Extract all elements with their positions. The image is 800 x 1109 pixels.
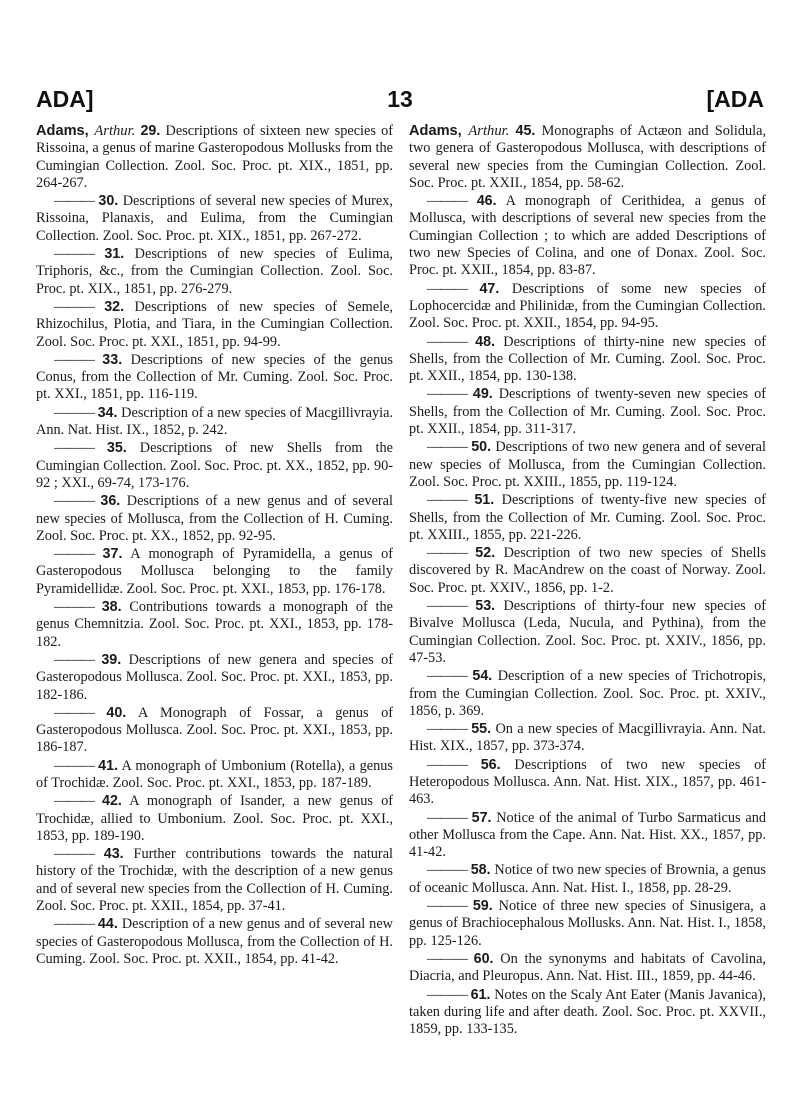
entry-text: Descriptions of thirty-nine new species of Shells, from the Collection of Mr. Cuming. Zool. Soc. Proc. pt. XXII., 1854, pp. 130-138. — [409, 333, 767, 385]
entry-text: On the synonyms and habitats of Cavolina, Diacria, and Pleuropus. Ann. Nat. Hist. III., 1859, pp. 44-46. — [409, 950, 766, 985]
bibliography-entry — [36, 405, 393, 440]
bibliography-entry — [409, 898, 766, 950]
entry-number: 57. — [471, 809, 492, 826]
entry-text: Descriptions of sixteen new species of Rissoina, a genus of marine Gasteropodous Mollusks from the Cumingian Collection. Zool. Soc. Proc. pt. XIX., 1851, pp. 264-267. — [36, 123, 394, 191]
entry-number: 32. — [104, 298, 125, 315]
entry-number: 50. — [471, 439, 492, 456]
bibliography-entry — [409, 862, 766, 897]
ditto-dash: ——— — [54, 599, 94, 616]
bibliography-entry — [409, 439, 766, 491]
entry-text: Notice of two new species of Brownia, a genus of oceanic Mollusca. Ann. Nat. Hist. I., 1858, pp. 28-29. — [409, 862, 766, 896]
ditto-dash: ——— — [54, 440, 94, 457]
entry-text: Descriptions of two new species of Heteropodous Mollusca. Ann. Nat. Hist. XIX., 1857, pp. 461-463. — [409, 756, 767, 808]
ditto-dash: ——— — [54, 404, 94, 421]
bibliography-entry — [409, 951, 766, 986]
entry-text: Descriptions of new species of Semele, Rhizochilus, Plotia, and Tiara, in the Cumingian Collection. Zool. Soc. Proc. pt. XXI., 1851, pp. 94-99. — [36, 298, 393, 350]
entry-text: A monograph of Umbonium (Rotella), a genus of Trochidæ. Zool. Soc. Proc. pt. XXI., 1853, pp. 187-189. — [36, 757, 393, 791]
entry-text: Descriptions of a new genus and of several new species of Mollusca, from the Collection of H. Cuming. Zool. Soc. Proc. pt. XX., 1852, pp. 92-95. — [36, 493, 393, 544]
bibliography-entry — [409, 123, 766, 192]
bibliography-entry — [409, 281, 766, 333]
ditto-dash: ——— — [427, 898, 467, 915]
entry-number: 61. — [470, 986, 491, 1003]
page-header — [36, 86, 764, 114]
entry-text: Further contributions towards the natural history of the Trochidæ, with the description of a new genus and of several new species from the Collection of H. Cuming. Zool. Soc. Proc. pt. XXII., 1854, pp. 37-41. — [36, 846, 394, 915]
ditto-dash: ——— — [54, 757, 94, 774]
entry-number: 38. — [101, 599, 122, 616]
ditto-dash: ——— — [427, 545, 467, 562]
bibliography-entry — [36, 793, 393, 845]
entry-text: Descriptions of twenty-seven new species of Shells, from the Collection of Mr. Cuming. Zool. Soc. Proc. pt. XXII., 1854, pp. 311-317. — [409, 386, 767, 438]
entry-number: 39. — [101, 651, 122, 668]
ditto-dash: ——— — [427, 492, 467, 509]
entry-text: A Monograph of Fossar, a genus of Gasteropodous Mollusca. Zool. Soc. Proc. pt. XXI., 1853, pp. 186-187. — [36, 704, 393, 756]
entry-number: 54. — [472, 668, 493, 685]
author-surname: Adams, — [36, 123, 89, 139]
entry-text: Description of a new species of Trichotropis, from the Cumingian Collection. Zool. Soc. Proc. pt. XXIV., 1856, p. 369. — [409, 668, 767, 719]
entry-text: Notice of three new species of Sinusigera, a genus of Brachiocephalous Mollusks. Ann. Nat. Hist. I., 1858, pp. 125-126. — [409, 898, 767, 949]
entry-number: 47. — [479, 280, 500, 297]
entry-text: A monograph of Isander, a new genus of Trochidæ, allied to Umbonium. Zool. Soc. Proc. pt. XXI., 1853, pp. 189-190. — [36, 793, 393, 844]
ditto-dash: ——— — [54, 651, 94, 668]
ditto-dash: ——— — [427, 756, 467, 773]
ditto-dash: ——— — [427, 862, 467, 879]
bibliography-entry — [409, 757, 766, 809]
ditto-dash: ——— — [427, 333, 467, 350]
ditto-dash: ——— — [54, 493, 94, 510]
entry-number: 31. — [104, 246, 125, 263]
entry-text: Descriptions of thirty-four new species of Bivalve Mollusca (Leda, Nucula, and Pythina), from the Cumingian Collection. Zool. Soc. Proc. pt. XXIV., 1856, pp. 47-53. — [409, 598, 766, 666]
author-name — [409, 123, 509, 139]
bibliography-entry — [409, 668, 766, 720]
author-name — [36, 123, 135, 139]
entry-text: Notice of the animal of Turbo Sarmaticus and other Mollusca from the Cape. Ann. Nat. Hist. XX., 1857, pp. 41-42. — [409, 809, 766, 861]
bibliography-entry — [409, 721, 766, 756]
entry-number: 48. — [475, 333, 496, 350]
ditto-dash: ——— — [427, 386, 467, 403]
left-column — [36, 123, 393, 969]
running-head-right: [ADA — [706, 86, 764, 112]
entry-number: 34. — [97, 404, 118, 421]
bibliography-entry — [409, 334, 766, 386]
entry-number: 40. — [106, 704, 127, 721]
ditto-dash: ——— — [54, 298, 94, 315]
bibliography-entry — [36, 705, 393, 757]
entry-number: 60. — [473, 950, 494, 967]
bibliography-entry — [36, 758, 393, 793]
entry-text: Descriptions of new species of Eulima, Triphoris, &c., from the Cumingian Collection. Zool. Soc. Proc. pt. XIX., 1851, pp. 276-279. — [36, 246, 393, 297]
author-forename: Arthur. — [94, 123, 136, 139]
ditto-dash: ——— — [427, 193, 467, 210]
bibliography-entry — [36, 546, 393, 598]
bibliography-entry — [409, 598, 766, 667]
entry-number: 33. — [102, 351, 123, 368]
ditto-dash: ——— — [427, 986, 467, 1003]
entry-number: 35. — [106, 440, 127, 457]
ditto-dash: ——— — [427, 721, 467, 738]
ditto-dash: ——— — [54, 351, 94, 368]
author-surname: Adams, — [409, 123, 462, 139]
bibliography-entry — [36, 493, 393, 545]
entry-number: 58. — [470, 862, 491, 879]
bibliography-entry — [36, 652, 393, 704]
entry-number: 55. — [471, 721, 492, 738]
entry-number: 49. — [472, 386, 493, 403]
entry-number: 46. — [476, 193, 497, 210]
ditto-dash: ——— — [427, 950, 467, 967]
bibliography-entry — [409, 492, 766, 544]
page-number: 13 — [387, 86, 413, 112]
entry-number: 52. — [475, 545, 496, 562]
bibliography-entry — [36, 440, 393, 492]
entry-number: 42. — [102, 793, 122, 810]
bibliography-entry — [36, 846, 393, 915]
entry-text: Monographs of Actæon and Solidula, two genera of Gasteropodous Mollusca, with descriptions of several new species from the Cumingian Collection. Zool. Soc. Proc. pt. XXII., 1854, pp. 58-62. — [409, 123, 767, 191]
bibliography-entry — [36, 246, 393, 298]
bibliography-entry — [36, 193, 393, 245]
bibliography-entry — [409, 987, 766, 1039]
ditto-dash: ——— — [54, 793, 94, 810]
entry-text: Descriptions of new species of the genus Conus, from the Collection of Mr. Cuming. Zool. Soc. Proc. pt. XXI., 1851, pp. 116-119. — [36, 351, 393, 403]
bibliography-entry — [36, 299, 393, 351]
entry-text: Descriptions of twenty-five new species of Shells, from the Collection of Mr. Cuming. Zool. Soc. Proc. pt. XXIII., 1855, pp. 221-226. — [409, 492, 766, 543]
entry-number: 41. — [98, 757, 119, 774]
entry-text: Description of two new species of Shells discovered by R. MacAndrew on the coast of Norway. Zool. Soc. Proc. pt. XXIV., 1856, pp. 1-2. — [409, 545, 766, 596]
right-column — [409, 123, 766, 1039]
entry-text: A monograph of Pyramidella, a genus of Gasteropodous Mollusca belonging to the family Pyramidellidæ. Zool. Soc. Proc. pt. XXI., 1853, pp. 176-178. — [36, 546, 393, 597]
entry-text: On a new species of Macgillivrayia. Ann. Nat. Hist. XIX., 1857, pp. 373-374. — [409, 721, 766, 755]
entry-number: 45. — [515, 123, 536, 139]
entry-number: 30. — [98, 193, 119, 210]
entry-text: Descriptions of new Shells from the Cumingian Collection. Zool. Soc. Proc. pt. XX., 1852, pp. 90-92 ; XXI., 69-74, 173-176. — [36, 440, 394, 491]
entry-number: 36. — [100, 493, 121, 510]
bibliography-entry — [409, 193, 766, 279]
entry-number: 37. — [102, 546, 123, 563]
bibliography-entry — [409, 386, 766, 438]
bibliography-entry — [36, 123, 393, 192]
entry-number: 56. — [480, 756, 501, 773]
entry-number: 29. — [140, 123, 161, 139]
entry-number: 59. — [472, 898, 493, 915]
ditto-dash: ——— — [427, 439, 467, 456]
author-forename: Arthur. — [468, 123, 510, 139]
ditto-dash: ——— — [427, 598, 467, 615]
bibliography-columns — [36, 123, 766, 1098]
bibliography-entry — [36, 352, 393, 404]
entry-text: Description of a new species of Macgillivrayia. Ann. Nat. Hist. IX., 1852, p. 242. — [36, 404, 394, 439]
entry-text: Descriptions of new genera and species of Gasteropodous Mollusca. Zool. Soc. Proc. pt. XXI., 1853, pp. 182-186. — [36, 651, 394, 703]
entry-number: 43. — [103, 846, 124, 863]
entry-number: 44. — [97, 916, 118, 933]
bibliography-entry — [36, 916, 393, 968]
ditto-dash: ——— — [54, 193, 94, 210]
ditto-dash: ——— — [427, 280, 467, 297]
entry-text: Contributions towards a monograph of the genus Chemnitzia. Zool. Soc. Proc. pt. XXI., 1853, pp. 178-182. — [36, 599, 394, 650]
ditto-dash: ——— — [54, 916, 94, 933]
entry-number: 53. — [475, 598, 496, 615]
entry-text: A monograph of Cerithidea, a genus of Mollusca, with descriptions of several new species from the Cumingian Collection ; to which are added Descriptions of two new Species of Colina, and one of Donax. Zool. Soc. Proc. pt. XXII., 1854, pp. 83-87. — [409, 193, 766, 279]
entry-text: Descriptions of some new species of Lophocercidæ and Philinidæ, from the Cumingian Collection. Zool. Soc. Proc. pt. XXII., 1854, pp. 94-95. — [409, 280, 767, 332]
entry-text: Descriptions of several new species of Murex, Rissoina, Planaxis, and Eulima, from the Cumingian Collection. Zool. Soc. Proc. pt. XIX., 1851, pp. 267-272. — [36, 193, 393, 244]
ditto-dash: ——— — [54, 846, 94, 863]
bibliography-entry — [409, 810, 766, 862]
ditto-dash: ——— — [54, 704, 94, 721]
ditto-dash: ——— — [427, 809, 467, 826]
bibliography-entry — [409, 545, 766, 597]
entry-text: Descriptions of two new genera and of several new species of Mollusca, from the Cumingian Collection. Zool. Soc. Proc. pt. XXIII., 1855, pp. 119-124. — [409, 439, 766, 490]
ditto-dash: ——— — [54, 246, 94, 263]
bibliography-entry — [36, 599, 393, 651]
entry-text: Description of a new genus and of several new species of Gasteropodous Mollusca, from the Collection of H. Cuming. Zool. Soc. Proc. pt. XXII., 1854, pp. 41-42. — [36, 916, 394, 967]
entry-text: Notes on the Scaly Ant Eater (Manis Javanica), taken during life and after death. Zool. Soc. Proc. pt. XXVII., 1859, pp. 133-135. — [409, 986, 766, 1038]
ditto-dash: ——— — [427, 668, 467, 685]
ditto-dash: ——— — [54, 546, 94, 563]
running-head-left: ADA] — [36, 86, 94, 112]
entry-number: 51. — [474, 492, 495, 509]
